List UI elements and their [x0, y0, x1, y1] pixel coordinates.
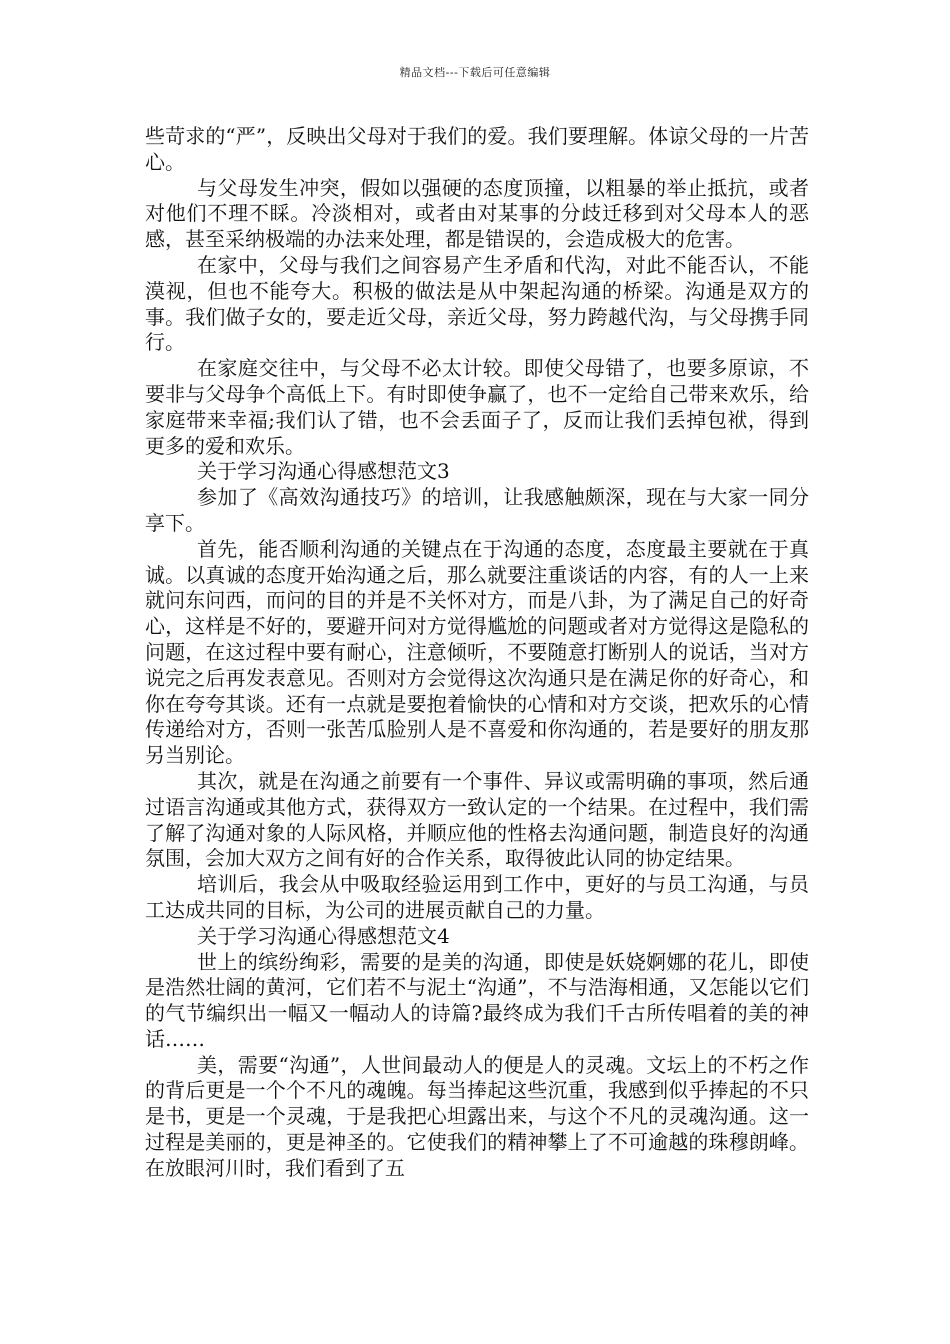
- page-header: 精品文档---下载后可任意编辑: [399, 66, 551, 79]
- paragraph-2: 与父母发生冲突，假如以强硬的态度顶撞，以粗暴的举止抵抗，或者对他们不理不睬。冷淡相对，或者由对某事的分歧迁移到对父母本人的恶感，甚至采纳极端的办法来处理，都是错误的，会造成极大的危害。: [145, 175, 809, 252]
- paragraph-7: 其次，就是在沟通之前要有一个事件、异议或需明确的事项，然后通过语言沟通或其他方式，获得双方一致认定的一个结果。在过程中，我们需了解了沟通对象的人际风格，并顺应他的性格去沟通问题，制造良好的沟通氛围，会加大双方之间有好的合作关系，取得彼此认同的协定结果。: [145, 768, 809, 871]
- paragraph-6: 首先，能否顺利沟通的关键点在于沟通的态度，态度最主要就在于真诚。以真诚的态度开始沟通之后，那么就要注重谈话的内容，有的人一上来就问东问西，而问的目的并是不关怀对方，而是八卦，为了满足自己的好奇心，这样是不好的，要避开问对方觉得尴尬的问题或者对方觉得这是隐私的问题，在这过程中要有耐心，注意倾听，不要随意打断别人的说话，当对方说完之后再发表意见。否则对方会觉得这次沟通只是在满足你的好奇心，和你在夸夸其谈。还有一点就是要抱着愉快的心情和对方交谈，把欢乐的心情传递给对方，否则一张苦瓜脸别人是不喜爱和你沟通的，若是要好的朋友那另当别论。: [145, 536, 809, 768]
- paragraph-9: 世上的缤纷绚彩，需要的是美的沟通，即使是妖娆婀娜的花儿，即使是浩然壮阔的黄河，它们若不与泥土“沟通”，不与浩海相通，又怎能以它们的气节编织出一幅又一幅动人的诗篇?最终成为我们千古所传唱着的美的神话……: [145, 949, 809, 1051]
- paragraph-8: 培训后，我会从中吸取经验运用到工作中，更好的与员工沟通，与员工达成共同的目标，为公司的进展贡献自己的力量。: [145, 872, 809, 922]
- paragraph-5: 参加了《高效沟通技巧》的培训，让我感触颇深，现在与大家一同分享下。: [145, 485, 809, 535]
- paragraph-10: 美，需要“沟通”，人世间最动人的便是人的灵魂。文坛上的不朽之作的背后更是一个个不凡的魂魄。每当捧起这些沉重，我感到似乎捧起的不只是书，更是一个灵魂，于是我把心坦露出来，与这个不凡的灵魂沟通。这一过程是美丽的，更是神圣的。它使我们的精神攀上了不可逾越的珠穆朗峰。在放眼河川时，我们看到了五: [145, 1052, 809, 1180]
- section-heading-4: 关于学习沟通心得感想范文4: [197, 923, 450, 948]
- paragraph-1: 些苛求的“严”，反映出父母对于我们的爱。我们要理解。体谅父母的一片苦心。: [145, 124, 809, 174]
- paragraph-4: 在家庭交往中，与父母不必太计较。即使父母错了，也要多原谅，不要非与父母争个高低上下。有时即使争赢了，也不一定给自己带来欢乐，给家庭带来幸福;我们认了错，也不会丢面子了，反而让我们丢掉包袱，得到更多的爱和欢乐。: [145, 356, 809, 458]
- document-body: [145, 124, 809, 1182]
- paragraph-3: 在家中，父母与我们之间容易产生矛盾和代沟，对此不能否认，不能漠视，但也不能夸大。积极的做法是从中架起沟通的桥梁。沟通是双方的事。我们做子女的，要走近父母，亲近父母，努力跨越代沟，与父母携手同行。: [145, 252, 809, 355]
- section-heading-3: 关于学习沟通心得感想范文3: [197, 459, 450, 484]
